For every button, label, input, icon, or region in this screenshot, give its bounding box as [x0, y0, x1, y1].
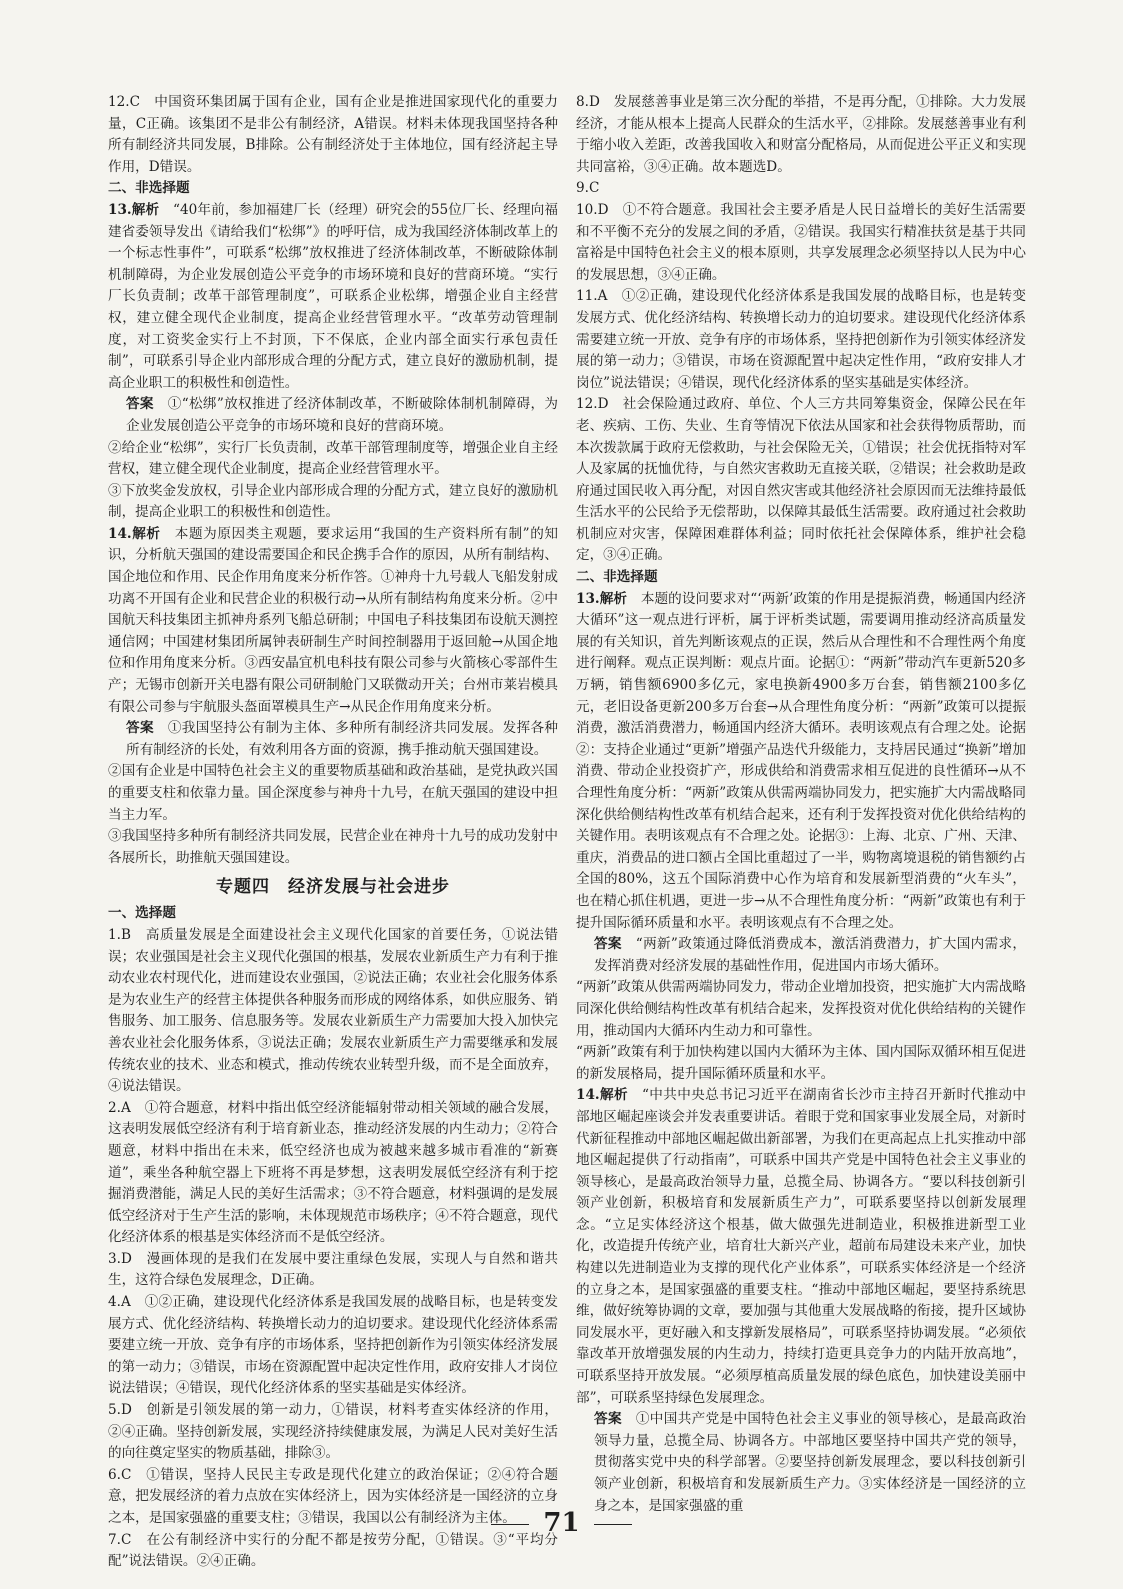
answer-13-point-3: ③下放奖金发放权，引导企业内部形成合理的分配方式，建立良好的激励机制，提高企业职工的积极性和创造性。: [108, 482, 558, 521]
answer-14-point-2: ②国有企业是中国特色社会主义的重要物质基础和政治基础，是党执政兴国的重要支柱和依靠力量。国企深度参与神舟十九号，在航天强国的建设中担当主力军。: [108, 763, 558, 823]
analysis-14-right: [576, 1085, 1026, 1409]
answer-12d: 12.D 社会保险通过政府、单位、个人三方共同筹集资金，保障公民在年老、疾病、工伤、失业、生育等情况下依法从国家和社会获得物质帮助，而本次拨款属于政府无偿救助，与社会保险无关，①错误；社会优抚指特对军人及家属的抚恤优待，与自然灾害救助无直接关联，②错误；社会救助是政府通过国民收入再分配，对因自然灾害或其他经济社会原因而无法维持最低生活水平的公民给予无偿帮助，以保障其最低生活需要。政府通过社会救助机制应对灾害，保障困难群体利益；同时依托社会保障体系，维护社会稳定，③④正确。: [576, 396, 1026, 564]
analysis-14-right-text: “中共中央总书记习近平在湖南省长沙市主持召开新时代推动中部地区崛起座谈会并发表重要讲话。着眼于党和国家事业发展全局，对新时代新征程推动中部地区崛起做出新部署，为我们在更高起点上扎实推动中部地区崛起提供了行动指南”，可联系中国共产党是中国特色社会主义事业的领导核心，是最高政治领导力量，总揽全局、协调各方。“要以科技创新引领产业创新，积极培育和发展新质生产力”，可联系要坚持以创新发展理念。“立足实体经济这个根基，做大做强先进制造业，积极推进新型工业化，改造提升传统产业，培育壮大新兴产业，超前布局建设未来产业，加快构建以先进制造业为支撑的现代化产业体系”，可联系实体经济是一个经济的立身之本，是国家强盛的重要支柱。“推动中部地区崛起，要坚持系统思维，做好统筹协调的文章，要加强与其他重大发展战略的衔接，提升区域协同发展水平，更好融入和支撑新发展格局”，可联系坚持协调发展。“必须依靠改革开放增强发展的内生动力，持续打造更具竞争力的内陆开放高地”，可联系坚持开放发展。“必须厚植高质量发展的绿色底色，加快建设美丽中部”，可联系坚持绿色发展理念。: [576, 1087, 1027, 1406]
answer-13-right-point-3: “两新”政策有利于加快构建以国内大循环为主体、国内国际双循环相互促进的新发展格局，提升国际循环质量和水平。: [576, 1044, 1026, 1082]
answer-10d: 10.D ①不符合题意。我国社会主要矛盾是人民日益增长的美好生活需要和不平衡不充分的发展之间的矛盾，②错误。我国实行精准扶贫是基于共同富裕是中国特色社会主义的根本原则，共享发展理念必须坚持以人民为中心的发展思想，③④正确。: [576, 201, 1026, 283]
answer-13: [108, 394, 558, 437]
answer-5d: 5.D 创新是引领发展的第一动力，①错误，材料考查实体经济的作用，②④正确。坚持创新发展，实现经济持续健康发展，为满足人民对美好生活的向往奠定坚实的物质基础，排除③。: [108, 1402, 558, 1462]
page-number-value: 71: [543, 1508, 580, 1538]
answer-14-point-1: ①我国坚持公有制为主体、多种所有制经济共同发展。发挥各种所有制经济的长处，有效利用各方面的资源，携手推动航天强国建设。: [126, 720, 559, 758]
analysis-13-right: [576, 589, 1026, 935]
page-number-right-rule: [594, 1524, 632, 1525]
answer-11a: 11.A ①②正确，建设现代化经济体系是我国发展的战略目标，也是转变发展方式、优化经济结构、转换增长动力的迫切要求。建设现代化经济体系需要建立统一开放、竞争有序的市场体系，坚持把创新作为引领实体经济发展的第一动力；③错误，市场在资源配置中起决定性作用，“政府安排人才岗位”说法错误；④错误，现代化经济体系的坚实基础是实体经济。: [576, 288, 1026, 391]
right-column: [576, 92, 1027, 1514]
answer-13-right-label: 答案: [594, 936, 622, 953]
answer-14-right: [576, 1409, 1026, 1517]
answer-1b: 1.B 高质量发展是全面建设社会主义现代化国家的首要任务，①说法错误；农业强国是社会主义现代化强国的根基，发展农业新质生产力有利于推动农业农村现代化，进而建设农业强国，②说法正确；农业社会化服务体系是为农业生产的经营主体提供各种服务而形成的网络体系，如供应服务、销售服务、加工服务、信息服务等。发展农业新质生产力需要加大投入加快完善农业社会化服务体系，③说法正确；发展农业新质生产力需要继承和发展传统农业的技术、业态和模式，推动传统农业转型升级，而不是全面放弃，④说法错误。: [108, 926, 558, 1095]
page-number-left-rule: [491, 1524, 529, 1525]
answer-4a: 4.A ①②正确，建设现代化经济体系是我国发展的战略目标，也是转变发展方式、优化经济结构、转换增长动力的迫切要求。建设现代化经济体系需要建立统一开放、竞争有序的市场体系，坚持把创新作为引领实体经济发展的第一动力；③错误，市场在资源配置中起决定性作用，政府安排人才岗位说法错误；④错误，现代化经济体系的坚实基础是实体经济。: [108, 1294, 558, 1397]
analysis-13-right-label: 13.解析: [576, 590, 628, 607]
analysis-13: [108, 200, 558, 394]
answer-13-point-1: ①“松绑”放权推进了经济体制改革，不断破除体制机制障碍，为企业发展创造公平竞争的市场环境和良好的营商环境。: [126, 396, 559, 434]
answer-14-label: 答案: [126, 720, 154, 737]
section-heading-nonchoice: 二、非选择题: [108, 180, 190, 197]
answer-3d: 3.D 漫画体现的是我们在发展中要注重绿色发展，实现人与自然和谐共生，这符合绿色发展理念，D正确。: [108, 1250, 558, 1289]
answer-13-right-point-2: “两新”政策从供需两端协同发力，带动企业增加投资，把实施扩大内需战略同深化供给侧结构性改革有机结合起来，发挥投资对优化供给结构的关键作用，推动国内大循环内生动力和可靠性。: [576, 979, 1026, 1039]
analysis-14-label: 14.解析: [108, 525, 161, 542]
answer-14: [108, 718, 558, 761]
analysis-13-right-text: 本题的设问要求对“‘两新’政策的作用是提振消费，畅通国内经济大循环”这一观点进行评析，属于评析类试题，需要调用推动经济高质量发展的有关知识，首先判断该观点的正误，然后从合理性和不合理性两个角度进行阐释。观点正误判断：观点片面。论据①：“两新”带动汽车更新520多万辆，销售额6900多亿元，家电换新4900多万台套，销售额2100多亿元，老旧设备更新200多万台套→从合理性角度分析：“两新”政策可以提振消费，激活消费潜力，畅通国内经济大循环。表明该观点有合理之处。论据②：支持企业通过“更新”增强产品迭代升级能力，支持居民通过“换新”增加消费、带动企业投资扩产，形成供给和消费需求相互促进的良性循环→从不合理性角度分析：“两新”政策从供需两端协同发力，把实施扩大内需战略同深化供给侧结构性改革有机结合起来，还有利于发挥投资对优化供给结构的关键作用。表明该观点有不合理之处。论据③：上海、北京、广州、天津、重庆，消费品的进口额占全国比重超过了一半，购物离境退税的销售额约占全国的80%，这五个国际消费中心作为培育和发展新型消费的“火车头”，也在精心抓住机遇，更进一步→从不合理性角度分析：“两新”政策也有利于提升国际循环质量和水平。表明该观点有不合理之处。: [576, 590, 1027, 931]
answer-13-right: [576, 934, 1026, 977]
left-column: [108, 92, 559, 1570]
answer-9c: 9.C: [576, 180, 600, 197]
answer-14-point-3: ③我国坚持多种所有制经济共同发展，民营企业在神舟十九号的成功发射中各展所长，助推航天强国建设。: [108, 828, 558, 866]
answer-13-point-2: ②给企业“松绑”，实行厂长负责制，改革干部管理制度等，增强企业自主经营权，建立健全现代企业制度，提高企业经营管理水平。: [108, 439, 558, 478]
answer-13-label: 答案: [126, 396, 154, 413]
analysis-14-text: 本题为原因类主观题，要求运用“我国的生产资料所有制”的知识，分析航天强国的建设需要国企和民企携手合作的原因，从所有制结构、国企地位和作用、民企作用角度来分析作答。①神舟十九号载人飞船发射成功离不开国有企业和民营企业的积极行动→从所有制结构角度来分析。②中国航天科技集团主抓神舟系列飞船总研制；中国电子科技集团布设航天测控通信网；中国建材集团所属钟表研制生产时间控制器用于返回舱→从国企地位和作用角度来分析。③西安晶宜机电科技有限公司参与火箭核心零部件生产；无锡市创新开关电器有限公司研制舱门又联微动开关；台州市莱岩模具有限公司参与宇航服头盔面罩模具生产→从民企作用角度来分析。: [108, 525, 558, 715]
answer-13-right-point-1: “两新”政策通过降低消费成本，激活消费潜力，扩大国内需求，发挥消费对经济发展的基础性作用，促进国内市场大循环。: [594, 936, 1027, 974]
answer-14-right-text: ①中国共产党是中国特色社会主义事业的领导核心，是最高政治领导力量，总揽全局、协调各方。中部地区要坚持中国共产党的领导，贯彻落实党中央的科学部署。②要坚持创新发展理念，要以科技创新引领产业创新，积极培育和发展新质生产力。③实体经济是一国经济的立身之本，是国家强盛的重: [594, 1411, 1027, 1514]
analysis-13-label: 13.解析: [108, 201, 160, 218]
topic-heading: 专题四 经济发展与社会进步: [216, 877, 450, 898]
answer-6c: 6.C ①错误，坚持人民民主专政是现代化建立的政治保证；②④符合题意，把发展经济的着力点放在实体经济上，因为实体经济是一国经济的立身之本，是国家强盛的重要支柱；③错误，我国以公有制经济为主体。: [108, 1466, 558, 1526]
answer-14-right-label: 答案: [594, 1411, 622, 1428]
analysis-14: [108, 524, 558, 718]
answer-7c: 7.C 在公有制经济中实行的分配不都是按劳分配，①错误。③“平均分配”说法错误。②④正确。: [108, 1531, 558, 1570]
answer-2a: 2.A ①符合题意，材料中指出低空经济能辐射带动相关领域的融合发展，这表明发展低空经济有利于培育新业态，推动经济发展的内生动力；②符合题意，材料中指出在未来，低空经济也成为被越来越多城市看准的“新赛道”，乘坐各种航空器上下班将不再是梦想，这表明发展低空经济有利于挖掘消费潜能，满足人民的美好生活需求；③不符合题意，材料强调的是发展低空经济对于生产生活的影响，未体现规范市场秩序；④不符合题意，现代化经济体系的根基是实体经济而不是低空经济。: [108, 1099, 558, 1246]
section-heading-nonchoice-right: 二、非选择题: [576, 569, 658, 586]
analysis-13-text: “40年前，参加福建厂长（经理）研究会的55位厂长、经理向福建省委领导发出《请给我们“松绑”》的呼吁信，成为我国经济体制改革上的一个标志性事件”，可联系“松绑”放权推进了经济体制改革，不断破除体制机制障碍，为企业发展创造公平竞争的市场环境和良好的营商环境。“实行厂长负责制；改革干部管理制度”，可联系企业松绑，增强企业自主经营权，建立健全现代企业制度，提高企业经营管理水平。“改革劳动管理制度，对工资奖金实行上不封顶，下不保底，企业内部全面实行承包责任制”，可联系引导企业内部形成合理的分配方式，建立良好的激励机制，提高企业职工的积极性和创造性。: [108, 201, 559, 391]
analysis-14-right-label: 14.解析: [576, 1087, 628, 1104]
answer-8d: 8.D 发展慈善事业是第三次分配的举措，不是再分配，①排除。大力发展经济，才能从根本上提高人民群众的生活水平，②排除。发展慈善事业有利于缩小收入差距，改善我国收入和财富分配格局，从而促进公平正义和实现共同富裕，③④正确。故本题选D。: [576, 94, 1026, 175]
section-heading-choice: 一、选择题: [108, 905, 176, 922]
answer-12c: 12.C 中国资环集团属于国有企业，国有企业是推进国家现代化的重要力量，C正确。该集团不是非公有制经济，A错误。材料未体现我国坚持各种所有制经济共同发展，B排除。公有制经济处于主体地位，国有经济起主导作用，D错误。: [108, 94, 558, 175]
page-number: [0, 1508, 1123, 1538]
